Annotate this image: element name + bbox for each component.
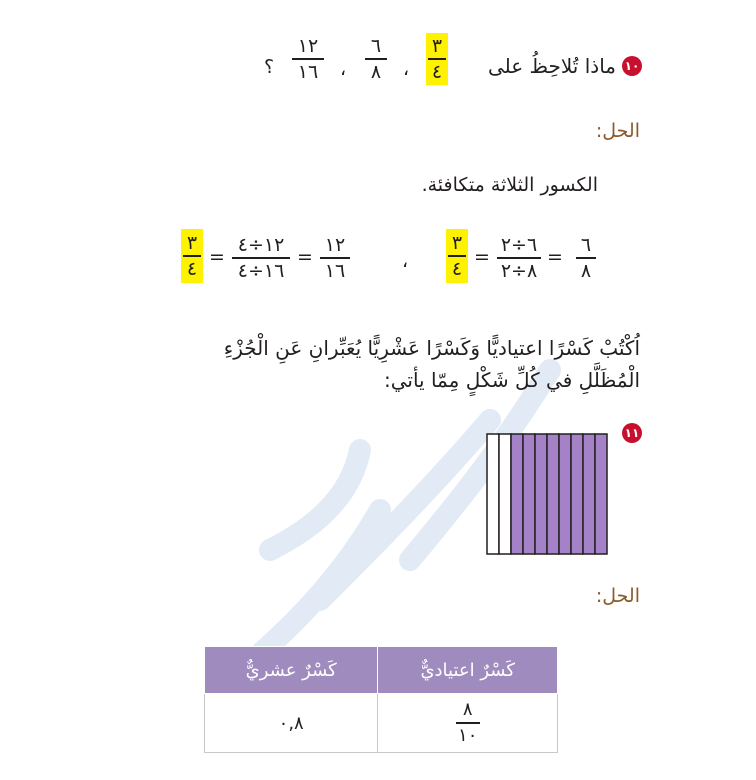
shaded-strip [583,434,595,554]
denominator: ٤ [431,61,443,83]
equals-sign: = [209,246,225,268]
shaded-strip [595,434,607,554]
fraction-twelve-sixteenths [290,35,326,83]
eq-fraction-three-quarters: ٣ ٤ [181,229,203,283]
table-header-row [205,647,558,694]
answer-table [204,646,558,753]
shaded-strip [511,434,523,554]
shaded-strip [535,434,547,554]
numerator: ١٢ [297,35,319,57]
question-prompt: ماذا تُلاحِظُ على [487,54,616,78]
unshaded-strip [487,434,499,554]
shaded-strip [559,434,571,554]
solution-label: الحل: [595,120,640,142]
answer-statement: الكسور الثلاثة متكافئة. [421,174,598,196]
fraction-three-quarters [426,33,448,85]
shaded-strip [547,434,559,554]
denominator: ٨ [370,61,382,83]
numerator: ٦ [370,35,382,57]
eq-fraction-twelve-sixteenths: ١٢ ١٦ [318,234,352,282]
eq-fraction-three-quarters: ٣ ٤ [446,229,468,283]
separator-comma: ، [402,250,409,272]
equals-sign: = [547,246,563,268]
cell-common-fraction: ٨ ١٠ [378,694,558,753]
instruction-line-1: اُكْتُبْ كَسْرًا اعتياديًّا وَكَسْرًا عَشْرِيًّا يُعَبِّرانِ عَنِ الْجُزْءِ [223,336,640,360]
shaded-strip [523,434,535,554]
equals-sign: = [474,246,490,268]
question-number-badge: ١١ [622,423,642,443]
comma: ، [403,58,410,80]
eq-fraction-divided-by-four: ١٢÷٤ ١٦÷٤ [230,234,292,282]
cell-decimal-fraction: ٠,٨ [205,694,378,753]
numerator: ٣ [431,35,443,57]
unshaded-strip [499,434,511,554]
table-row [205,694,558,753]
question-number-badge: ١٠ [622,56,642,76]
question-mark: ؟ [264,56,275,78]
eq-fraction-divided-by-two: ٦÷٢ ٨÷٢ [496,234,542,282]
equals-sign: = [297,246,313,268]
denominator: ١٦ [297,61,319,83]
solution-label: الحل: [595,585,640,607]
comma: ، [340,58,347,80]
fraction-six-eighths [363,35,389,83]
header-common-fraction: كَسْرٌ اعتياديٌّ [378,647,558,694]
shaded-strip [571,434,583,554]
instruction-line-2: الْمُظَلَّلِ في كُلِّ شَكْلٍ مِمّا يأتي: [383,368,640,392]
header-decimal-fraction: كَسْرٌ عشريٌّ [205,647,378,694]
eq-fraction-six-eighths: ٦ ٨ [574,234,598,282]
shaded-strips-figure [486,433,610,555]
